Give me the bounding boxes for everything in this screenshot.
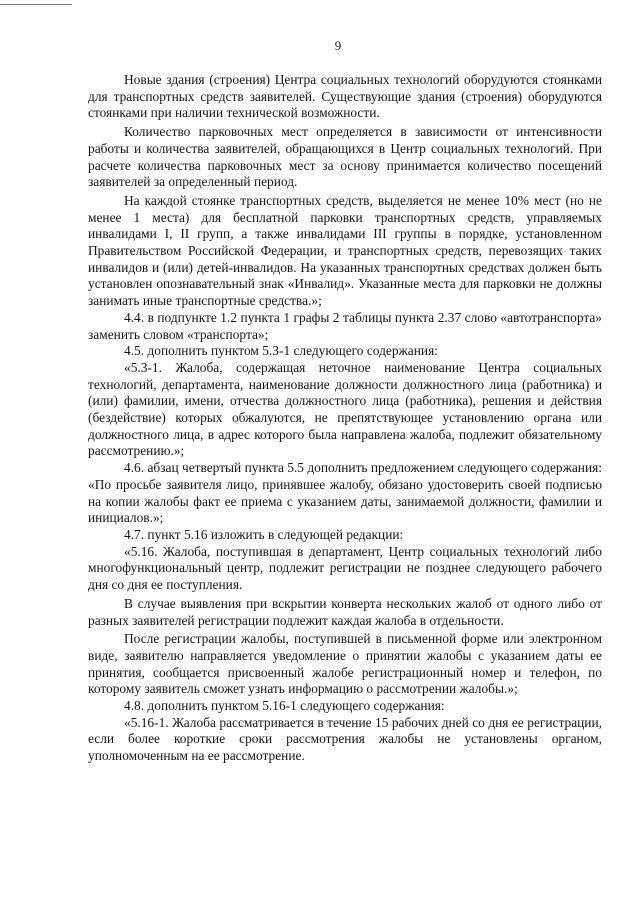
paragraph-clause-5-3-1: «5.3-1. Жалоба, содержащая неточное наименование Центра социальных технологий, департамента, наименование должности должностного лица (работника) и (или) фамилии, имени, отчества должностного лица (работника), решения и действия (бездействие) которых обжалуются, не препятствующее установлению органа или должностного лица, в адрес которого была направлена жалоба, подлежит обязательному рассмотрению.»; xyxy=(88,359,602,459)
paragraph-parking-spaces-count: Количество парковочных мест определяется в зависимости от интенсивности работы и количества заявителей, обращающихся в Центр социальных технологий. При расчете количества парковочных мест за основу принимается количество посещений заявителей за определенный период. xyxy=(88,124,602,190)
paragraph-clause-4-4: 4.4. в подпункте 1.2 пункта 1 графы 2 таблицы пункта 2.37 слово «автотранспорта» заменить словом «транспорта»; xyxy=(88,309,602,342)
paragraph-clause-5-16: «5.16. Жалоба, поступившая в департамент, Центр социальных технологий либо многофункциональный центр, подлежит регистрации не позднее следующего рабочего дня со дня ее поступления. xyxy=(88,543,602,593)
paragraph-clause-4-6: 4.6. абзац четвертый пункта 5.5 дополнить предложением следующего содержания: «По просьбе заявителя лицо, принявшее жалобу, обязано удостоверить своей подписью на копии жалобы факт ее приема с указанием даты, занимаемой должности, фамилии и инициалов.»; xyxy=(88,460,602,526)
paragraph-clause-5-16-1: «5.16-1. Жалоба рассматривается в течение 15 рабочих дней со дня ее регистрации, если более короткие сроки рассмотрения жалобы не установлены органом, уполномоченным на ее рассмотрение. xyxy=(88,714,602,764)
scan-edge-line xyxy=(0,4,72,5)
paragraph-parking-new-buildings: Новые здания (строения) Центра социальных технологий оборудуются стоянками для транспортных средств заявителей. Существующие здания (строения) оборудуются стоянками при наличии технической возможности. xyxy=(88,72,602,121)
page-number: 9 xyxy=(334,38,342,53)
paragraph-clause-4-7: 4.7. пункт 5.16 изложить в следующей редакции: xyxy=(124,526,404,542)
paragraph-multiple-complaints: В случае выявления при вскрытии конверта нескольких жалоб от одного либо от разных заявителей регистрации подлежит каждая жалоба в отдельности. xyxy=(88,595,602,628)
paragraph-registration-notice: После регистрации жалобы, поступившей в письменной форме или электронном виде, заявителю направляется уведомление о принятии жалобы с указанием даты ее принятия, сообщается присвоенный жалобе регистрационный номер и телефон, по которому заявитель сможет узнать информацию о рассмотрении жалобы.»; xyxy=(88,631,602,697)
paragraph-clause-4-8: 4.8. дополнить пунктом 5.16-1 следующего содержания: xyxy=(124,698,445,714)
paragraph-disabled-parking: На каждой стоянке транспортных средств, выделяется не менее 10% мест (но не менее 1 места) для бесплатной парковки транспортных средств, управляемых инвалидами I, II групп, а также инвалидами III группы в порядке, установленном Правительством Российской Федерации, и транспортных средств, перевозящих таких инвалидов и (или) детей-инвалидов. На указанных транспортных средствах должен быть установлен опознавательный знак «Инвалид». Указанные места для парковки не должны занимать иные транспортные средства.»; xyxy=(88,192,602,309)
document-body xyxy=(88,72,602,765)
paragraph-clause-4-5: 4.5. дополнить пунктом 5.3-1 следующего содержания: xyxy=(124,343,438,359)
